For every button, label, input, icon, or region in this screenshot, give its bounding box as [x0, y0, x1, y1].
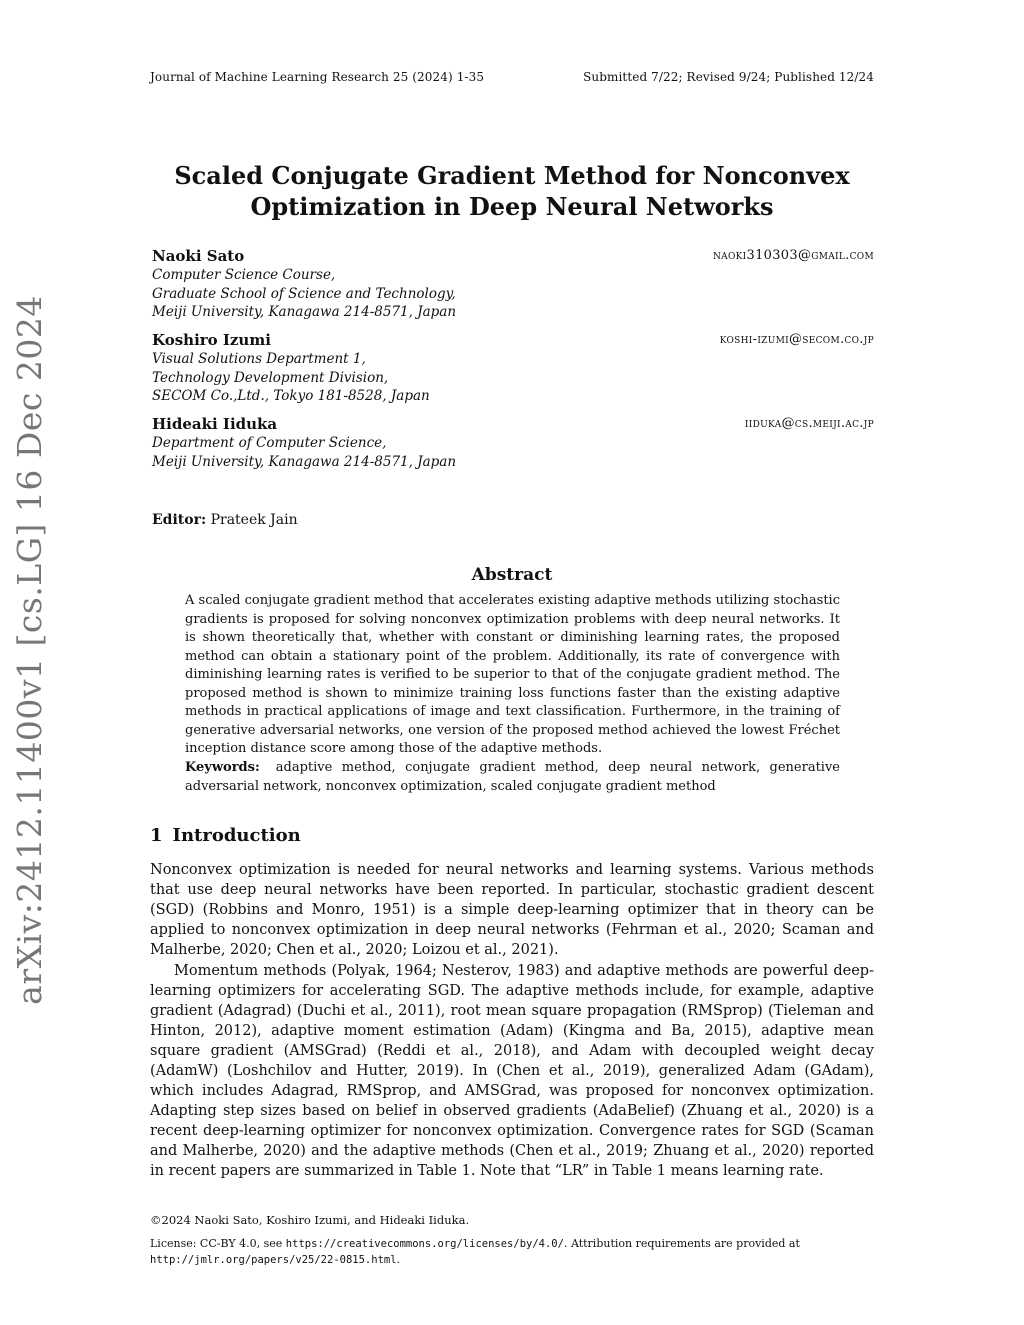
section-number: 1 [150, 825, 163, 846]
license-middle: . Attribution requirements are provided at [563, 1237, 800, 1250]
paper-title [150, 160, 874, 222]
section-title: Introduction [172, 825, 301, 846]
abstract-text: A scaled conjugate gradient method that accelerates existing adaptive methods utilizing stochastic gradients is proposed for solving nonconvex optimization problems with deep neural networks. It is shown theoretically that, whether with constant or diminishing learning rates, the proposed method can obtain a stationary point of the problem. Additionally, its rate of convergence with diminishing learning rates is verified to be superior to that of the conjugate gradient method. The proposed method is shown to minimize training loss functions faster than the existing adaptive methods in practical applications of image and text classification. Furthermore, in the training of generative adversarial networks, one version of the proposed method achieved the lowest Fréchet inception distance score among those of the adaptive methods. [185, 593, 840, 756]
journal-header: Journal of Machine Learning Research 25 (2024) 1-35 [150, 70, 485, 84]
author-email: naoki310303@gmail.com [712, 248, 874, 263]
editor-line [152, 512, 298, 528]
author-affiliation-line: Meiji University, Kanagawa 214-8571, Japan [152, 304, 457, 320]
author-name: Hideaki Iiduka [152, 415, 278, 433]
author-affiliation-line: Technology Development Division, [152, 369, 389, 386]
editor-name: Prateek Jain [210, 512, 298, 528]
section-heading [150, 825, 301, 846]
title-line: Optimization in Deep Neural Networks [250, 192, 774, 221]
author-affiliation-line: Meiji University, Kanagawa 214-8571, Japan [152, 453, 457, 470]
author-affiliation-line: Computer Science Course, [152, 267, 336, 283]
author-block [152, 247, 874, 322]
license-suffix: . [396, 1253, 401, 1266]
editor-label: Editor: [152, 512, 207, 528]
arxiv-stamp: arXiv:2412.11400v1 [cs.LG] 16 Dec 2024 [10, 295, 49, 1005]
body-paragraph: Nonconvex optimization is needed for neural networks and learning systems. Various methods that use deep neural networks have been reported. In particular, stochastic gradient descent (SGD) (Robbins and Monro, 1951) is a simple deep-learning optimizer that in theory can be applied to nonconvex optimization in deep neural networks (Fehrman et al., 2020; Scaman and Malherbe, 2020; Chen et al., 2020; Loizou et al., 2021). [150, 862, 874, 958]
body-paragraph: Momentum methods (Polyak, 1964; Nesterov, 1983) and adaptive methods are powerful deep-learning optimizers for accelerating SGD. The adaptive methods include, for example, adaptive gradient (Adagrad) (Duchi et al., 2011), root mean square propagation (RMSprop) (Tieleman and Hinton, 2012), adaptive moment estimation (Adam) (Kingma and Ba, 2015), adaptive mean square gradient (AMSGrad) (Reddi et al., 2018), and Adam with decoupled weight decay (AdamW) (Loshchilov and Hutter, 2019). In (Chen et al., 2019), generalized Adam (GAdam), which includes Adagrad, RMSprop, and AMSGrad, was proposed for nonconvex optimization. Adapting step sizes based on belief in observed gradients (AdaBelief) (Zhuang et al., 2020) is a recent deep-learning optimizer for nonconvex optimization. Convergence rates for SGD (Scaman and Malherbe, 2020) and the adaptive methods (Chen et al., 2019; Zhuang et al., 2020) reported in recent papers are summarized in Table 1. Note that “LR” in Table 1 means learning rate. [150, 963, 874, 1179]
author-block [152, 415, 874, 471]
abstract-heading: Abstract [471, 565, 553, 585]
author-affiliation-line: Graduate School of Science and Technology, [152, 285, 456, 302]
license-notice [150, 1236, 874, 1268]
author-affiliation-line: Visual Solutions Department 1, [152, 351, 366, 367]
author-email: iiduka@cs.meiji.ac.jp [744, 416, 874, 431]
author-name: Naoki Sato [152, 247, 245, 265]
keywords [185, 759, 840, 796]
keywords-label: Keywords: [185, 760, 260, 775]
author-email: koshi-izumi@secom.co.jp [719, 332, 874, 347]
paper-link[interactable]: http://jmlr.org/papers/v25/22-0815.html [150, 1254, 397, 1266]
author-affiliation-line: Department of Computer Science, [152, 435, 387, 451]
author-affiliation-line: SECOM Co.,Ltd., Tokyo 181-8528, Japan [152, 388, 430, 404]
keywords-list: adaptive method, conjugate gradient method, deep neural network, generative adversarial network, nonconvex optimization, scaled conjugate gradient method [185, 760, 840, 794]
license-prefix: License: CC-BY 4.0, see [150, 1237, 283, 1250]
author-name: Koshiro Izumi [152, 331, 271, 349]
title-line: Scaled Conjugate Gradient Method for Nonconvex [174, 161, 850, 190]
author-block [152, 331, 874, 406]
copyright-notice: ©2024 Naoki Sato, Koshiro Izumi, and Hideaki Iiduka. [150, 1213, 470, 1227]
license-link[interactable]: https://creativecommons.org/licenses/by/4.0/ [285, 1238, 564, 1250]
submission-dates: Submitted 7/22; Revised 9/24; Published 12/24 [583, 70, 874, 84]
